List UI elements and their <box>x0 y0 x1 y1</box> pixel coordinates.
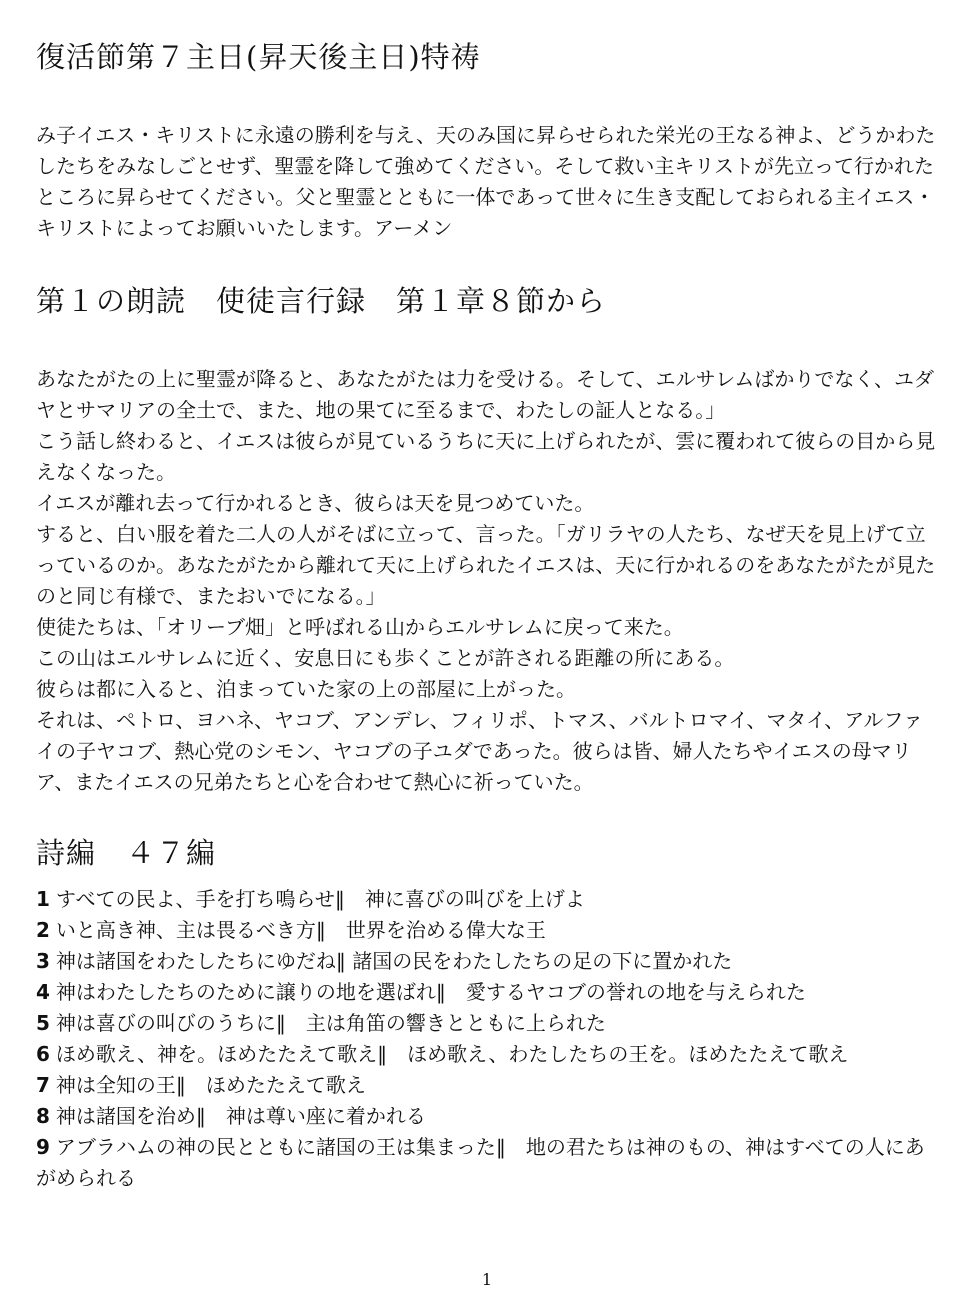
verse-text: アブラハムの神の民とともに諸国の王は集まった‖ 地の君たちは神のもの、神はすべての人にあがめられる <box>36 1135 925 1190</box>
reading-paragraph: この山はエルサレムに近く、安息日にも歩くことが許される距離の所にある。 <box>36 646 735 670</box>
psalm-verse <box>36 1039 936 1070</box>
verse-text: 神は諸国を治め‖ 神は尊い座に着かれる <box>55 1104 426 1128</box>
reading-paragraph: 使徒たちは、「オリーブ畑」と呼ばれる山からエルサレムに戻って来た。 <box>36 615 684 639</box>
verse-number: 6 <box>36 1042 50 1066</box>
page-number: 1 <box>481 1270 493 1289</box>
psalm-title: 詩編 ４７編 <box>36 836 217 870</box>
verse-text: いと高き神、主は畏るべき方‖ 世界を治める偉大な王 <box>55 918 546 942</box>
reading-paragraph: すると、白い服を着た二人の人がそばに立って、言った。「ガリラヤの人たち、なぜ天を見上げて立っているのか。あなたがたから離れて天に上げられたイエスは、天に行かれるのをあなたがたが見たのと同じ有様で、またおいでになる。」 <box>36 522 936 608</box>
verse-text: 神は全知の王‖ ほめたたえて歌え <box>55 1073 366 1097</box>
collect-prayer <box>36 120 936 244</box>
verse-number: 1 <box>36 887 50 911</box>
reading-paragraph: 彼らは都に入ると、泊まっていた家の上の部屋に上がった。 <box>36 677 576 701</box>
verse-number: 2 <box>36 918 50 942</box>
reading-body <box>36 364 936 798</box>
page-title: 復活節第７主日(昇天後主日)特祷 <box>36 40 481 74</box>
psalm-verse <box>36 884 936 915</box>
reading-paragraph: あなたがたの上に聖霊が降ると、あなたがたは力を受ける。そして、エルサレムばかりでなく、ユダヤとサマリアの全土で、また、地の果てに至るまで、わたしの証人となる。」 <box>36 367 934 422</box>
reading-paragraph: こう話し終わると、イエスは彼らが見ているうちに天に上げられたが、雲に覆われて彼らの目から見えなくなった。 <box>36 429 936 484</box>
psalm-verse <box>36 1101 936 1132</box>
psalm-verse <box>36 1008 936 1039</box>
verse-number: 7 <box>36 1073 50 1097</box>
verse-text: 神は喜びの叫びのうちに‖ 主は角笛の響きとともに上られた <box>55 1011 606 1035</box>
verse-number: 9 <box>36 1135 50 1159</box>
verse-text: ほめ歌え、神を。ほめたたえて歌え‖ ほめ歌え、わたしたちの王を。ほめたたえて歌え <box>55 1042 849 1066</box>
verse-number: 8 <box>36 1104 50 1128</box>
reading-paragraph: イエスが離れ去って行かれるとき、彼らは天を見つめていた。 <box>36 491 595 515</box>
verse-number: 4 <box>36 980 50 1004</box>
psalm-verse <box>36 977 936 1008</box>
verse-text: 神は諸国をわたしたちにゆだね‖ 諸国の民をわたしたちの足の下に置かれた <box>55 949 733 973</box>
verse-number: 3 <box>36 949 50 973</box>
psalm-verse <box>36 915 936 946</box>
reading-paragraph: それは、ペトロ、ヨハネ、ヤコブ、アンデレ、フィリポ、トマス、バルトロマイ、マタイ、アルファイの子ヤコブ、熱心党のシモン、ヤコブの子ユダであった。彼らは皆、婦人たちやイエスの母マリア、またイエスの兄弟たちと心を合わせて熱心に祈っていた。 <box>36 708 923 794</box>
psalm-verse <box>36 1132 936 1194</box>
psalm-verse <box>36 1070 936 1101</box>
reading-title: 第１の朗読 使徒言行録 第１章８節から <box>36 284 607 318</box>
psalm-body <box>36 884 936 1194</box>
psalm-verse <box>36 946 936 977</box>
prayer-text: み子イエス・キリストに永遠の勝利を与え、天のみ国に昇らせられた栄光の王なる神よ、どうかわたしたちをみなしごとせず、聖霊を降して強めてください。そして救い主キリストが先立って行かれたところに昇らせてください。父と聖霊とともに一体であって世々に生き支配しておられる主イエス・キリストによってお願いいたします。アーメン <box>36 123 936 240</box>
verse-text: 神はわたしたちのために譲りの地を選ばれ‖ 愛するヤコブの誉れの地を与えられた <box>55 980 806 1004</box>
verse-number: 5 <box>36 1011 50 1035</box>
verse-text: すべての民よ、手を打ち鳴らせ‖ 神に喜びの叫びを上げよ <box>55 887 585 911</box>
